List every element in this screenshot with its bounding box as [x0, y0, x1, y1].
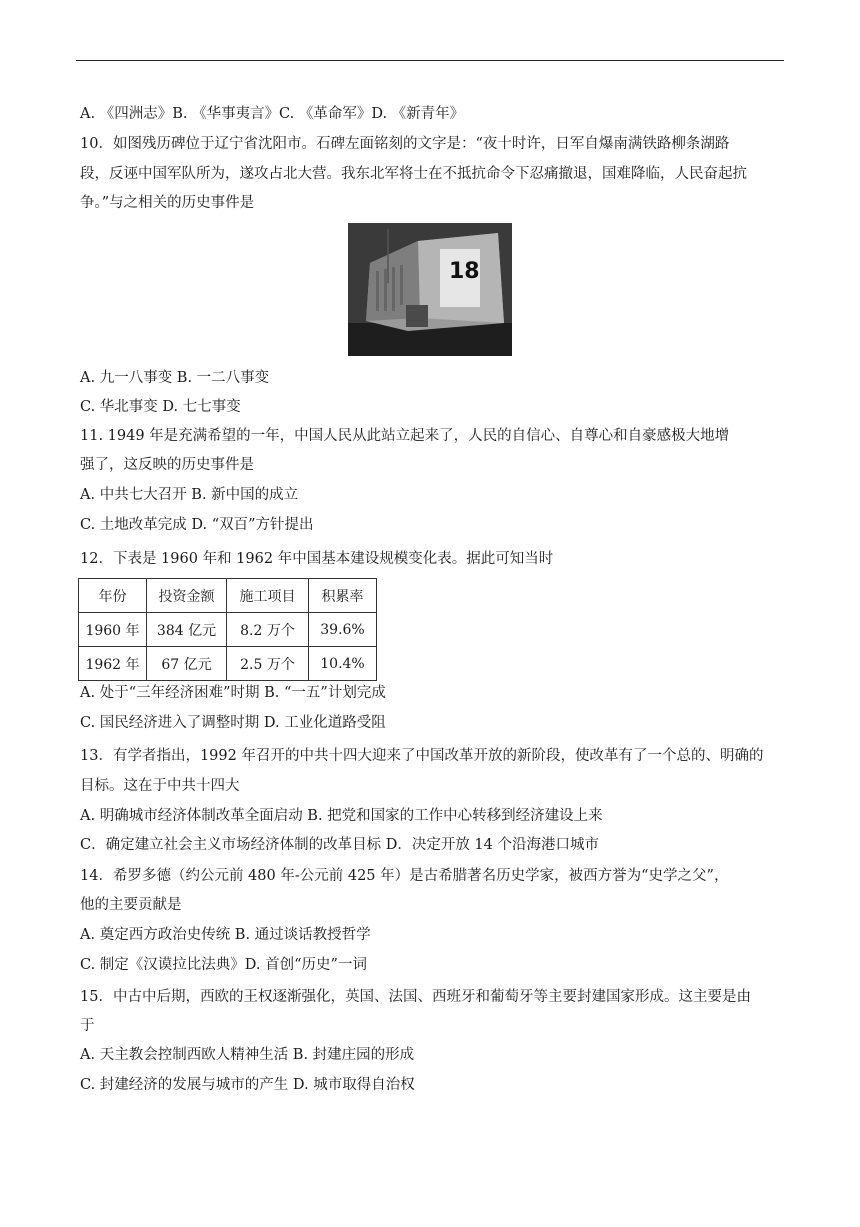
- table-cell: 8.2 万个: [227, 613, 309, 647]
- table-row: [79, 613, 377, 647]
- table-header-cell: 投资金额: [147, 579, 227, 613]
- construction-scale-table: [78, 578, 377, 681]
- table-header-cell: 积累率: [309, 579, 377, 613]
- table-cell: 384 亿元: [147, 613, 227, 647]
- q10-stem-line1: 10．如图残历碑位于辽宁省沈阳市。石碑左面铭刻的文字是：“夜十时许，日军自爆南满铁路柳条湖路: [80, 136, 730, 152]
- q9-options: A. 《四洲志》B. 《华事夷言》C. 《革命军》D. 《新青年》: [80, 106, 465, 122]
- table-cell: 1962 年: [79, 647, 147, 681]
- q15-options-1: A. 天主教会控制西欧人精神生活 B. 封建庄园的形成: [80, 1047, 415, 1063]
- q12-options-1: A. 处于“三年经济困难”时期 B. “一五”计划完成: [80, 685, 386, 701]
- table-cell: 2.5 万个: [227, 647, 309, 681]
- table-header-cell: 年份: [79, 579, 147, 613]
- q14-stem-line2: 他的主要贡献是: [80, 897, 182, 913]
- monument-date-text: 18: [449, 259, 480, 284]
- table-header-cell: 施工项目: [227, 579, 309, 613]
- q10-stem-line2: 段，反诬中国军队所为，遂攻占北大营。我东北军将士在不抵抗命令下忍痛撤退，国难降临，人民奋起抗: [80, 166, 747, 182]
- q13-stem-line2: 目标。这在于中共十四大: [80, 778, 240, 794]
- q11-stem-line1: 11. 1949 年是充满希望的一年，中国人民从此站立起来了，人民的自信心、自尊心和自豪感极大地增: [80, 428, 730, 444]
- q14-options-2: C. 制定《汉谟拉比法典》D. 首创“历史”一词: [80, 957, 367, 973]
- q10-stem-line3: 争。”与之相关的历史事件是: [80, 195, 255, 211]
- q13-options-1: A. 明确城市经济体制改革全面启动 B. 把党和国家的工作中心转移到经济建设上来: [80, 808, 603, 824]
- monument-photo: [348, 223, 512, 356]
- table-header-row: [79, 579, 377, 613]
- q13-options-2: C．确定建立社会主义市场经济体制的改革目标 D．决定开放 14 个沿海港口城市: [80, 837, 599, 853]
- q10-options-2: C. 华北事变 D. 七七事变: [80, 399, 241, 415]
- table-cell: 39.6%: [309, 613, 377, 647]
- q14-options-1: A. 奠定西方政治史传统 B. 通过谈话教授哲学: [80, 927, 371, 943]
- table-cell: 67 亿元: [147, 647, 227, 681]
- q13-stem-line1: 13．有学者指出，1992 年召开的中共十四大迎来了中国改革开放的新阶段，使改革有了一个总的、明确的: [80, 748, 764, 764]
- table-row: [79, 647, 377, 681]
- q12-options-2: C. 国民经济进入了调整时期 D. 工业化道路受阻: [80, 715, 386, 731]
- header-rule: [76, 60, 784, 61]
- q10-options-1: A. 九一八事变 B. 一二八事变: [80, 370, 270, 386]
- q15-options-2: C. 封建经济的发展与城市的产生 D. 城市取得自治权: [80, 1077, 415, 1093]
- q14-stem-line1: 14．希罗多德（约公元前 480 年-公元前 425 年）是古希腊著名历史学家，被西方誉为“史学之父”，: [80, 868, 729, 884]
- q11-options-2: C. 土地改革完成 D. “双百”方针提出: [80, 517, 314, 533]
- q15-stem-line2: 于: [80, 1018, 95, 1034]
- q15-stem-line1: 15．中古中后期，西欧的王权逐渐强化，英国、法国、西班牙和葡萄牙等主要封建国家形成。这主要是由: [80, 989, 751, 1005]
- table-cell: 1960 年: [79, 613, 147, 647]
- q11-stem-line2: 强了，这反映的历史事件是: [80, 457, 254, 473]
- q11-options-1: A. 中共七大召开 B. 新中国的成立: [80, 487, 299, 503]
- q12-stem: 12．下表是 1960 年和 1962 年中国基本建设规模变化表。据此可知当时: [80, 551, 554, 567]
- table-cell: 10.4%: [309, 647, 377, 681]
